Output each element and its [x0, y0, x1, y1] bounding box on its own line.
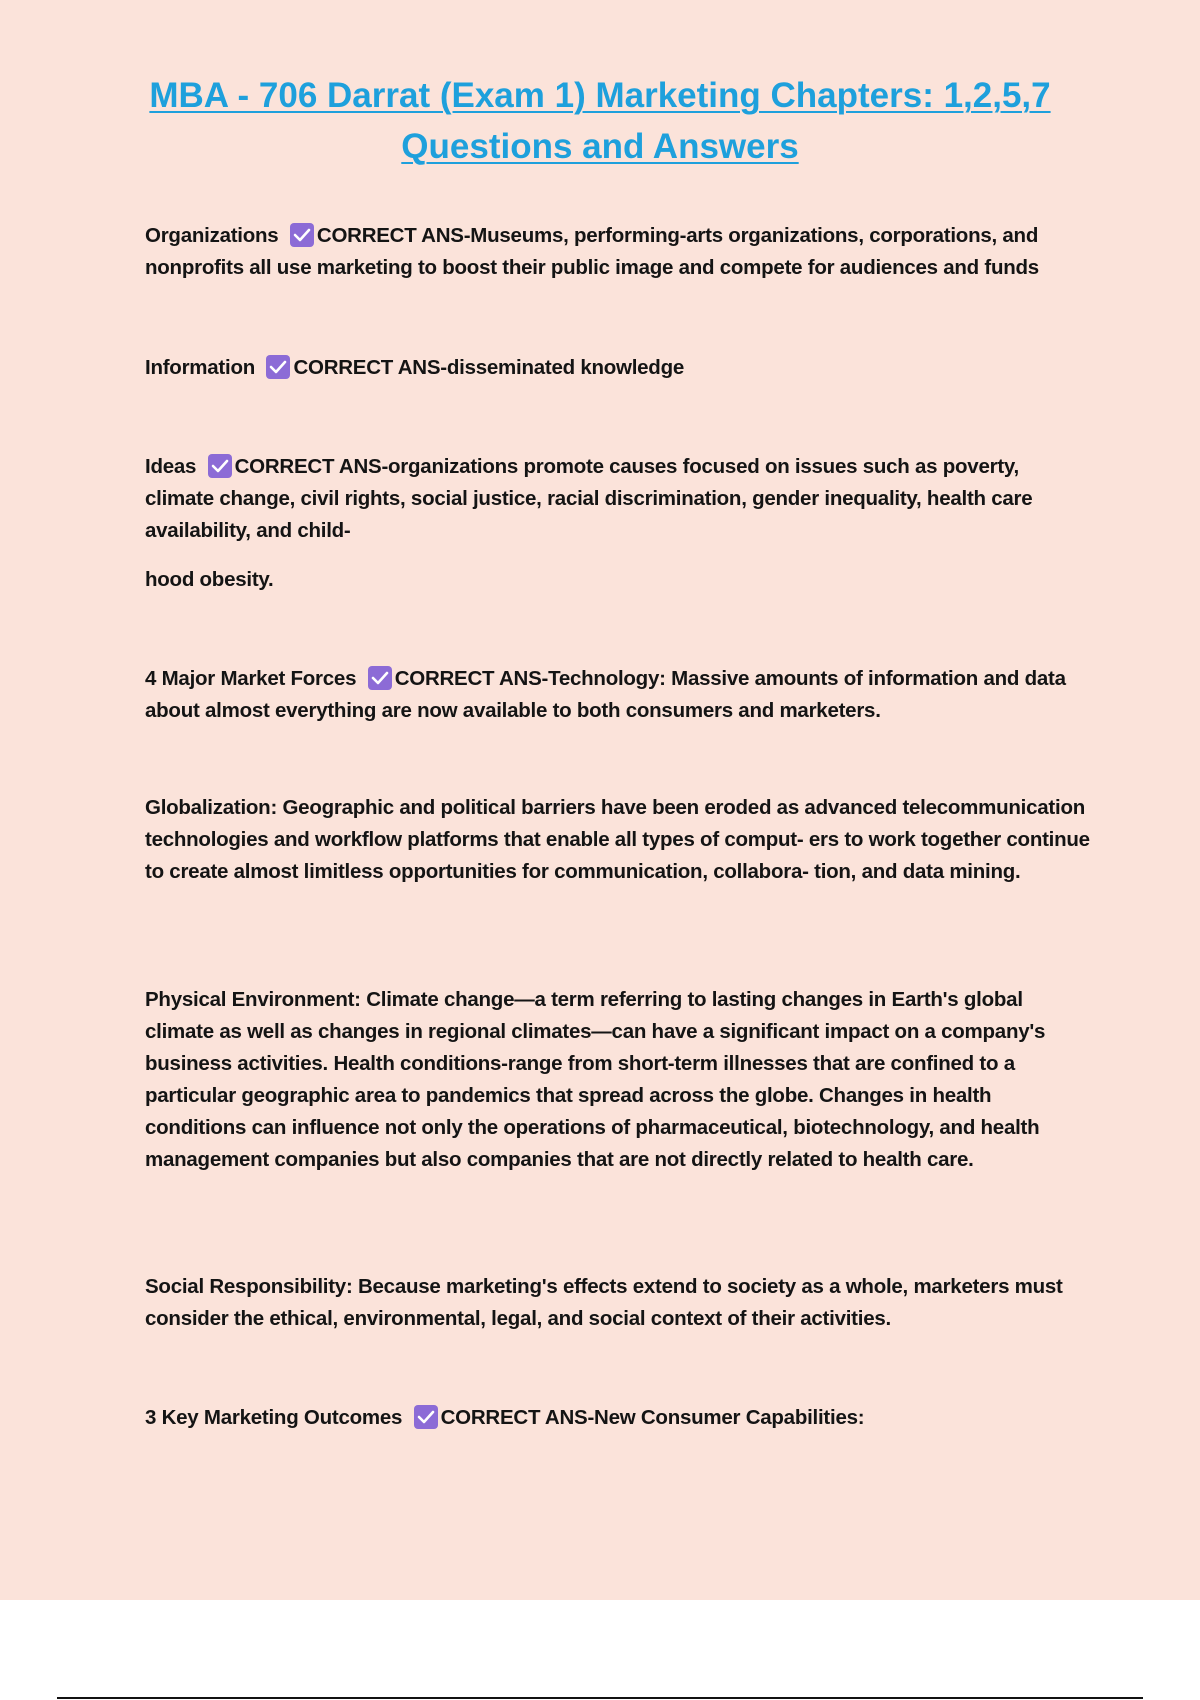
qa-term: 4 Major Market Forces: [145, 667, 357, 690]
qa-ideas-continuation: hood obesity.: [145, 568, 274, 591]
checkbox-checked-icon: [290, 223, 314, 247]
footer-divider: [57, 1697, 1143, 1699]
qa-term: Ideas: [145, 455, 197, 478]
social-responsibility-paragraph: Social Responsibility: Because marketing's effects extend to society as a whole, marketers must consider the ethical, environmental, legal, and social context of their activities.: [145, 1275, 1063, 1330]
checkbox-checked-icon: [208, 454, 232, 478]
qa-ideas: [145, 451, 1090, 547]
qa-answer: CORRECT ANS-organizations promote causes focused on issues such as poverty, climate change, civil rights, social justice, racial discrimination, gender inequality, health care availability, and child-: [145, 455, 1033, 542]
qa-term: 3 Key Marketing Outcomes: [145, 1406, 403, 1429]
qa-term: Information: [145, 356, 255, 379]
qa-answer: CORRECT ANS-disseminated knowledge: [293, 356, 685, 379]
document-title: [100, 70, 1100, 172]
title-line-2: Questions and Answers: [401, 127, 799, 166]
globalization-paragraph: Globalization: Geographic and political barriers have been eroded as advanced telecommunication technologies and workflow platforms that enable all types of comput- ers to work together continue to create almost limitless opportunities for communication, collabora- tion, and data mining.: [145, 796, 1090, 883]
physical-environment-paragraph: Physical Environment: Climate change—a term referring to lasting changes in Earth's global climate as well as changes in regional climates—can have a significant impact on a company's business activities. Health conditions-range from short-term illnesses that are confined to a particular geographic area to pandemics that spread across the globe. Changes in health conditions can influence not only the operations of pharmaceutical, biotechnology, and health management companies but also companies that are not directly related to health care.: [145, 988, 1046, 1171]
checkbox-checked-icon: [266, 355, 290, 379]
qa-answer: CORRECT ANS-Museums, performing-arts organizations, corporations, and nonprofits all use marketing to boost their public image and compete for audiences and funds: [145, 224, 1039, 279]
title-line-1: MBA - 706 Darrat (Exam 1) Marketing Chapters: 1,2,5,7: [149, 76, 1051, 115]
checkbox-checked-icon: [414, 1405, 438, 1429]
qa-market-forces: [145, 663, 1090, 727]
qa-term: Organizations: [145, 224, 279, 247]
qa-organizations: [145, 220, 1090, 284]
qa-answer: CORRECT ANS-Technology: Massive amounts of information and data about almost everything are now available to both consumers and marketers.: [145, 667, 1066, 722]
qa-answer: CORRECT ANS-New Consumer Capabilities:: [440, 1406, 865, 1429]
checkbox-checked-icon: [368, 666, 392, 690]
qa-marketing-outcomes: [145, 1402, 1090, 1434]
qa-information: [145, 352, 1090, 384]
